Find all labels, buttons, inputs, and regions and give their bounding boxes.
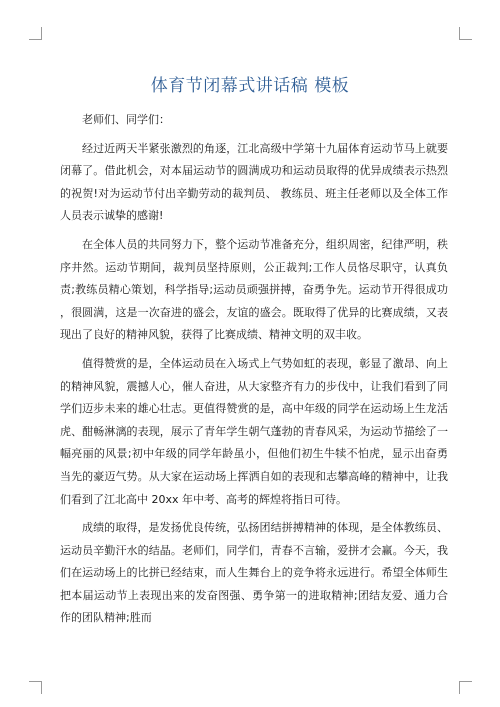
greeting-paragraph: 老师们、同学们： bbox=[82, 113, 170, 126]
page-corner-mark-top-left bbox=[29, 27, 42, 40]
document-body bbox=[60, 109, 448, 636]
page-corner-mark-bottom-left bbox=[29, 681, 42, 694]
page-corner-mark-bottom-right bbox=[459, 681, 472, 694]
body-paragraph: 值得赞赏的是，全体运动员在入场式上气势如虹的表现，彰显了激昂、向上的精神风貌，震撼人心，催人奋进，从大家整齐有力的步伐中，让我们看到了同学们迈步未来的雄心壮志。更值得赞赏的是，高中年级的同学在运动场上生龙活虎、酣畅淋漓的表现，展示了青年学生朝气蓬勃的青春风采，为运动节描绘了一幅亮丽的风景;初中年级的同学年龄虽小，但他们初生牛犊不怕虎，显示出奋勇当先的豪迈气势。从大家在运动场上挥洒自如的表现和志攀高峰的精神中，让我们看到了江北高中 20xx 年中考、高考的辉煌将指日可待。 bbox=[60, 356, 448, 506]
body-paragraph: 成绩的取得，是发扬优良传统，弘扬团结拼搏精神的体现，是全体教练员、运动员辛勤汗水的结晶。老师们，同学们，青春不言输，爱拼才会赢。今天，我们在运动场上的比拼已经结束，而人生舞台上的竞争将永远进行。希望全体师生把本届运动节上表现出来的发奋图强、勇争第一的进取精神;团结友爱、通力合作的团队精神;胜而 bbox=[60, 521, 448, 625]
body-paragraph: 经过近两天半紧张激烈的角逐，江北高级中学第十九届体育运动节马上就要闭幕了。借此机会，对本届运动节的圆满成功和运动员取得的优异成绩表示热烈的祝贺!对为运动节付出辛勤劳动的裁判员、 教练员、班主任老师以及全体工作人员表示诚挚的感谢! bbox=[60, 141, 448, 223]
document-title: 体育节闭幕式讲话稿 模板 bbox=[150, 76, 350, 97]
body-paragraph: 在全体人员的共同努力下，整个运动节准备充分，组织周密，纪律严明，秩序井然。运动节期间，裁判员坚持原则，公正裁判;工作人员恪尽职守，认真负责;教练员精心策划，科学指导;运动员顽强拼搏，奋勇争先。运动节开得很成功，很圆满，这是一次奋进的盛会，友谊的盛会。既取得了优异的比赛成绩，又表现出了良好的精神风貌，获得了比赛成绩、精神文明的双丰收。 bbox=[60, 237, 448, 342]
page-corner-mark-top-right bbox=[459, 27, 472, 40]
